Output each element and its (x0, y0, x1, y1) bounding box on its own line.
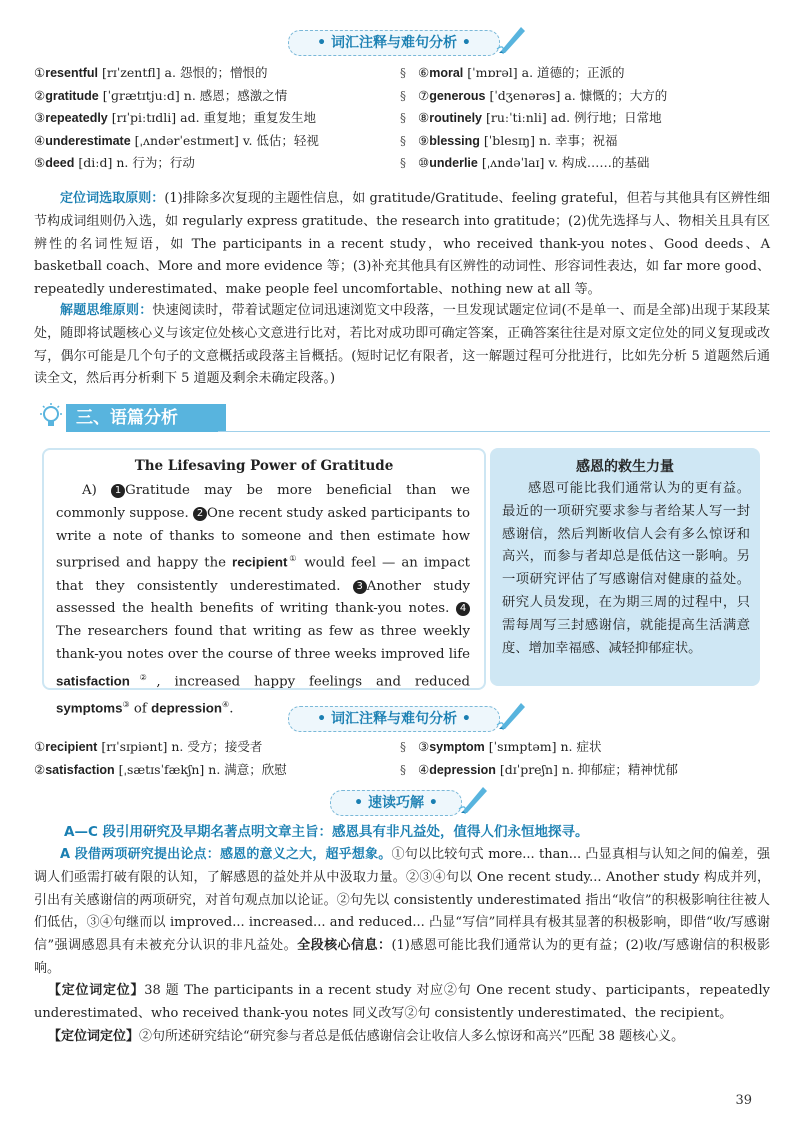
vocab-item: ③repeatedly [rɪˈpiːtɪdli] ad. 重复地；重复发生地 (34, 110, 317, 125)
lightbulb-icon (38, 402, 64, 432)
tips-banner: • 速读巧解 • (330, 790, 462, 816)
vocab-list-1 (34, 62, 774, 178)
section-rule (218, 431, 770, 432)
section-title: 三、语篇分析 (66, 404, 226, 432)
vocab-item: ①resentful [rɪˈzentfl] a. 怨恨的；憎恨的 (34, 65, 268, 80)
vocab-divider: § § (400, 740, 406, 777)
banner-label: 速读巧解 (368, 795, 424, 811)
banner-label: 词汇注释与难句分析 (331, 35, 457, 51)
pen-icon (457, 781, 491, 815)
vocab-item: ②gratitude [ˈɡrætɪtjuːd] n. 感恩；感激之情 (34, 87, 288, 103)
vocab-banner-2: • 词汇注释与难句分析 • (288, 706, 500, 732)
sentence-number: 1 (111, 484, 125, 498)
pen-icon (495, 21, 529, 55)
vocab-divider: § § § § § (400, 66, 406, 170)
sentence-number: 2 (193, 507, 207, 521)
vocab-item: ⑦generous [ˈdʒenərəs] a. 慷慨的；大方的 (418, 87, 668, 103)
vocab-item: ③symptom [ˈsɪmptəm] n. 症状 (418, 739, 602, 754)
sentence-number: 3 (353, 580, 367, 594)
translation-box (490, 448, 760, 686)
tips-heading: A—C 段引用研究及早期名著点明文章主旨：感恩具有非凡益处，值得人们永恒地探寻。 (64, 824, 589, 840)
vocab-column-left (34, 62, 394, 175)
page-number: 39 (735, 1093, 752, 1108)
banner-label: 词汇注释与难句分析 (331, 711, 457, 727)
tips-paragraph-a: A 段借两项研究提出论点：感恩的意义之大，超乎想象。①句以比较句式 more... than... 凸显真相与认知之间的偏差，强调人们亟需打破有限的认知，了解感恩的益处并从中汲取力量。②③④句以 One recent study... Another study 构成并列，引出有关感谢信的两项研究，对首句观点加以论证。②句先以 consistently underestimated 指出“收信”的积极影响往往被人们低估，③④句继而以 improved... increased... and reduced... 凸显“写信”同样具有极其显著的积极影响，即借“收/写感谢信”强调感恩具有未被充分认识的非凡益处。全段核心信息：(1)感恩可能比我们通常认为的更有益；(2)收/写感谢信的积极影响。 (34, 847, 770, 976)
vocab-item: ⑧routinely [ruːˈtiːnli] ad. 例行地；日常地 (418, 110, 662, 125)
vocab-column-left (34, 736, 394, 781)
passage-box (42, 448, 486, 717)
passage-body: A) 1 Gratitude may be more beneficial than we commonly suppose. 2 One recent study asked participants to write a note of thanks to someone and then estimate how surprised and happy the recipient① would feel — an impact that they consistently underestimated. 3 Another study assessed the health benefits of writing thank-you notes. 4The researchers found that writing as few as three weekly thank-you notes over the course of three weeks improved life satisfaction②, increased happy feelings and reduced symptoms③ of depression④. (56, 483, 470, 717)
vocab-item: ⑥moral [ˈmɒrəl] a. 道德的；正派的 (418, 65, 625, 80)
vocab-item: ②satisfaction [ˌsætɪsˈfækʃn] n. 满意；欣慰 (34, 761, 287, 777)
vocab-item: ④underestimate [ˌʌndərˈestɪmeɪt] v. 低估；轻视 (34, 132, 319, 148)
tips-locate-2: 【定位词定位】②句所述研究结论“研究参与者总是低估感谢信会让收信人多么惊讶和高兴”匹配 38 题核心义。 (48, 1029, 685, 1044)
vocab-item: ①recipient [rɪˈsɪpiənt] n. 受方；接受者 (34, 739, 263, 754)
vocab-item: ⑨blessing [ˈblesɪŋ] n. 幸事；祝福 (418, 132, 618, 148)
section-heading (38, 402, 770, 434)
principle-solving: 解题思维原则：快速阅读时，带着试题定位词迅速浏览文中段落，一旦发现试题定位词(不是单一、而是全部)出现于某段某处，随即将试题核心义与该定位处核心文意进行比对，若比对成功即可确定答案，正确答案往往是对原文定位处的同义复现或改写，偶尔可能是几个句子的文意概括或段落主旨概括。(短时记忆有限者，这一解题过程可分批进行，比如先分析 5 道题然后通读全文，然后再分析剩下 5 道题及剩余未确定段落。) (34, 303, 770, 387)
vocab-column-right (418, 736, 778, 781)
pen-icon (495, 697, 529, 731)
passage-title: The Lifesaving Power of Gratitude (134, 458, 394, 474)
principle-locating-words: 定位词选取原则：(1)排除多次复现的主题性信息，如 gratitude/Gratitude、feeling grateful，但若与其他具有区辨性细节构成词组则仍入选，如 regularly express gratitude、the research into gratitude；(2)优先选择与人、物相关且具有区辨性的名词性短语，如 The participants in a recent study，who received thank-you notes、Good deeds、A basketball coach、More and more evidence 等；(3)补充其他具有区辨性的动词性、形容词性表达，如 far more good、repeatedly underestimated、make people feel uncomfortable、nothing new at all 等。 (34, 191, 770, 298)
tips-locate-1: 【定位词定位】38 题 The participants in a recent study 对应②句 One recent study、participants，repeatedly underestimated、who received thank-you notes 同义改写②句 consistently underestimated、the recipient。 (34, 983, 770, 1021)
vocab-item: ⑤deed [diːd] n. 行为；行动 (34, 155, 195, 170)
vocab-list-2 (34, 736, 774, 782)
vocab-column-right (418, 62, 778, 175)
translation-title: 感恩的救生力量 (576, 459, 674, 475)
vocab-item: ④depression [dɪˈpreʃn] n. 抑郁症；精神忧郁 (418, 761, 678, 777)
vocab-banner-1: • 词汇注释与难句分析 • (288, 30, 500, 56)
sentence-number: 4 (456, 602, 470, 616)
translation-body: 感恩可能比我们通常认为的更有益。最近的一项研究要求参与者给某人写一封感谢信，然后判断收信人会有多么惊讶和高兴，而参与者却总是低估这一影响。另一项研究评估了写感谢信对健康的益处。研究人员发现，在为期三周的过程中，只需每周写三封感谢信，就能提高生活满意度、增加幸福感、减轻抑郁症状。 (502, 481, 750, 656)
vocab-item: ⑩underlie [ˌʌndəˈlaɪ] v. 构成……的基础 (418, 155, 650, 170)
